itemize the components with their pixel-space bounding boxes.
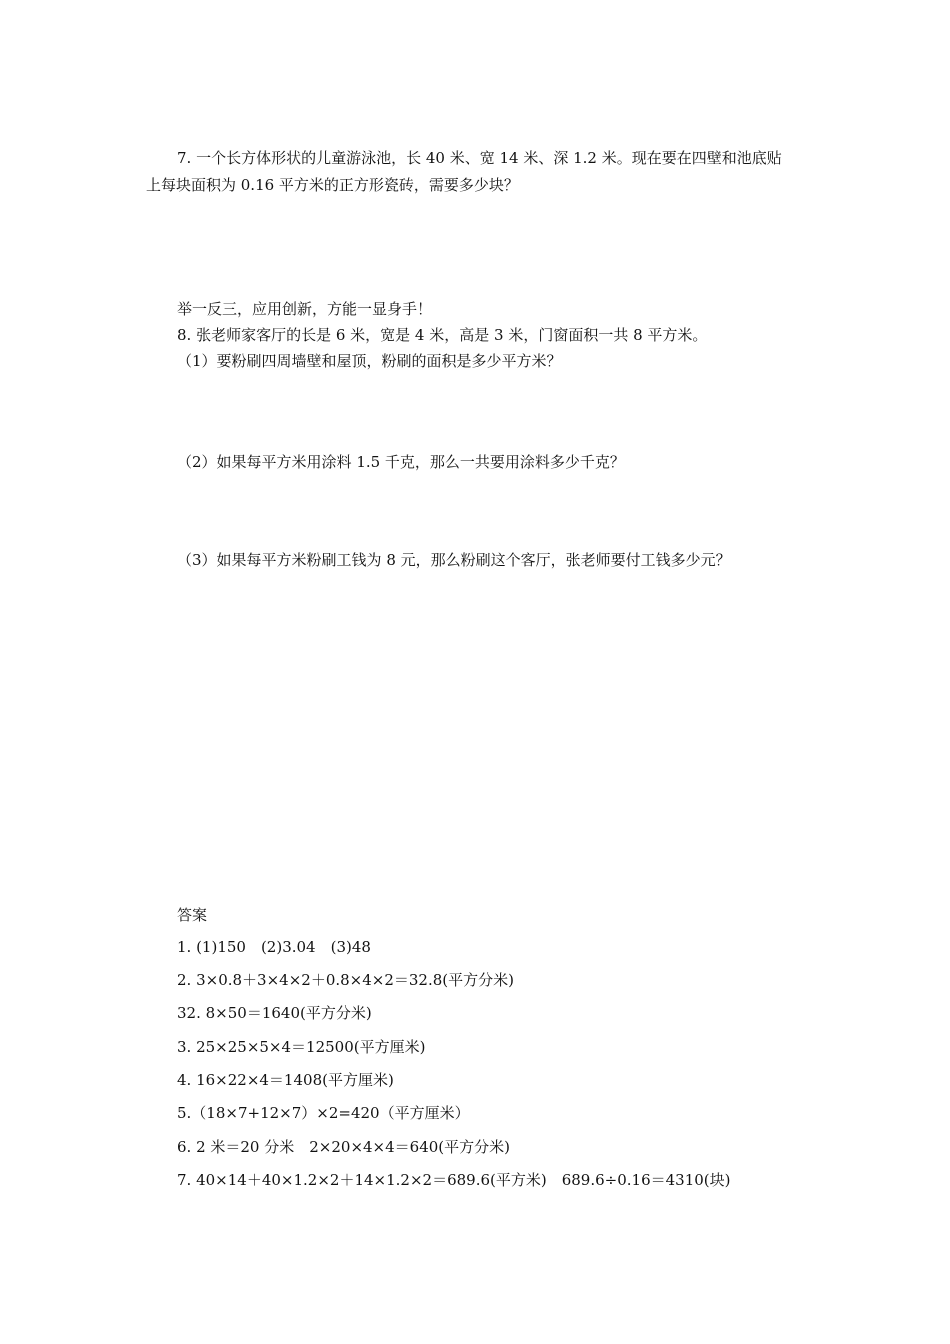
- answer-item: 3. 25×25×5×4＝12500(平方厘米): [177, 1038, 426, 1056]
- question-8-part-1: （1）要粉刷四周墙壁和屋顶，粉刷的面积是多少平方米？: [177, 352, 562, 370]
- answer-item: 32. 8×50＝1640(平方分米): [177, 1004, 372, 1022]
- question-7-line-2: 上每块面积为 0.16 平方米的正方形瓷砖，需要多少块？: [146, 176, 519, 194]
- answer-item: 7. 40×14＋40×1.2×2＋14×1.2×2＝689.6(平方米) 689.6÷0.16＝4310(块): [177, 1171, 731, 1189]
- answer-item: 2. 3×0.8＋3×4×2＋0.8×4×2＝32.8(平方分米): [177, 971, 514, 989]
- question-7-line-1: 7. 一个长方体形状的儿童游泳池，长 40 米、宽 14 米、深 1.2 米。现在要在四壁和池底贴: [177, 149, 782, 167]
- answer-item: 4. 16×22×4＝1408(平方厘米): [177, 1071, 394, 1089]
- section-heading: 举一反三，应用创新，方能一显身手！: [177, 300, 433, 318]
- answer-item: 6. 2 米＝20 分米 2×20×4×4＝640(平方分米): [177, 1138, 511, 1156]
- answers-heading: 答案: [177, 906, 208, 924]
- answer-item: 5.（18×7+12×7）×2=420（平方厘米）: [177, 1104, 470, 1122]
- question-8-stem: 8. 张老师家客厅的长是 6 米，宽是 4 米，高是 3 米，门窗面积一共 8 平方米。: [177, 326, 708, 344]
- question-8-part-2: （2）如果每平方米用涂料 1.5 千克，那么一共要用涂料多少千克？: [177, 453, 625, 471]
- question-8-part-3: （3）如果每平方米粉刷工钱为 8 元，那么粉刷这个客厅，张老师要付工钱多少元？: [177, 551, 731, 569]
- answer-item: 1. (1)150 (2)3.04 (3)48: [177, 938, 371, 956]
